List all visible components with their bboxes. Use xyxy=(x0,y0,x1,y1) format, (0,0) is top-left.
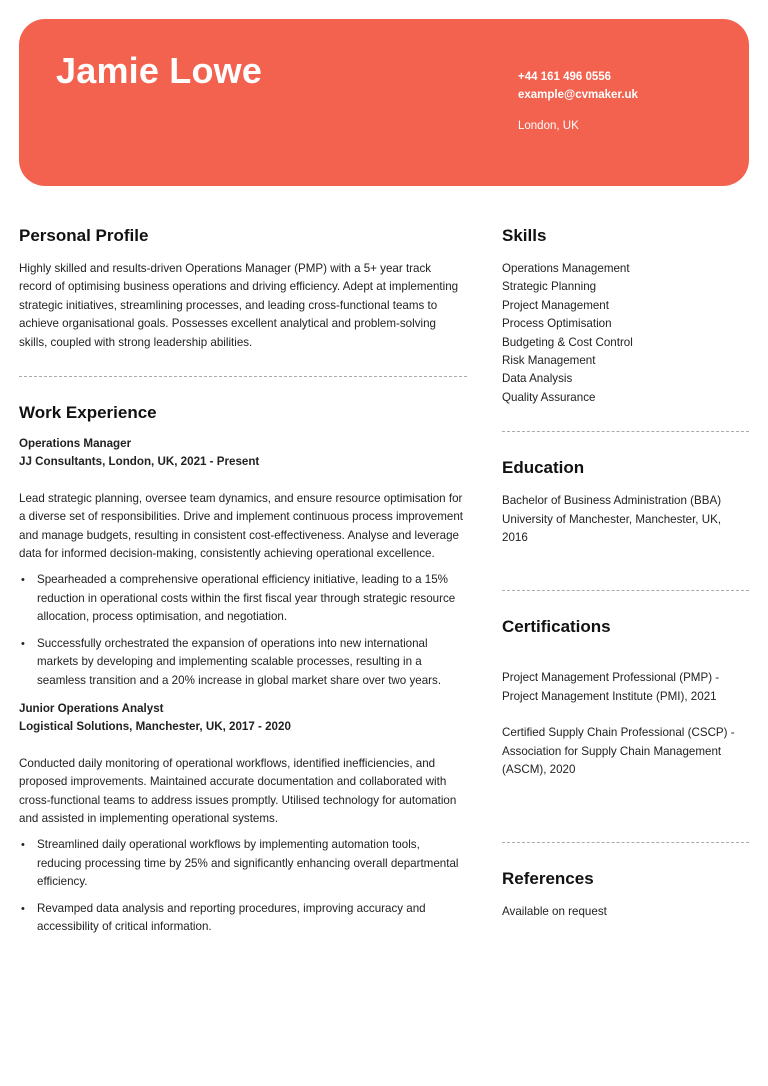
skill-item: Budgeting & Cost Control xyxy=(502,335,633,349)
education-heading: Education xyxy=(502,458,585,478)
phone-number: +44 161 496 0556 xyxy=(518,71,612,83)
skill-item: Project Management xyxy=(502,298,609,312)
school: University of Manchester, Manchester, UK, xyxy=(502,512,722,526)
divider xyxy=(19,376,467,377)
job-achievements xyxy=(19,571,467,689)
contact-info xyxy=(518,69,638,136)
skill-item: Quality Assurance xyxy=(502,390,596,404)
certification-line: Project Management Institute (PMI), 2021 xyxy=(502,689,717,703)
degree: Bachelor of Business Administration (BBA) xyxy=(502,494,722,508)
references-text: Available on request xyxy=(502,904,607,918)
achievement-item: • Spearheaded a comprehensive operational efficiency initiative, leading to a 15% reduction in operational costs within the first fiscal year through strategic resource allocation, process optimisation, and negotiation. xyxy=(19,571,467,626)
location: London, UK xyxy=(518,120,579,132)
skill-item: Data Analysis xyxy=(502,372,573,386)
certification-line: Association for Supply Chain Management xyxy=(502,744,722,758)
header-banner xyxy=(19,19,749,186)
skill-item: Operations Management xyxy=(502,262,630,275)
divider xyxy=(502,842,749,843)
references-section xyxy=(502,867,749,921)
skill-item: Process Optimisation xyxy=(502,317,612,331)
certification-line: (ASCM), 2020 xyxy=(502,763,576,777)
right-column xyxy=(502,224,749,921)
education-section xyxy=(502,456,749,547)
achievement-item: • Streamlined daily operational workflows by implementing automation tools, reducing processing time by 25% and significantly enhancing overall departmental efficiency. xyxy=(19,836,467,891)
job-description: Lead strategic planning, oversee team dynamics, and ensure resource optimisation for a diverse set of responsibilities. Drive and implement continuous process improvement and manage budgets, resulting in consistent cost-effectiveness. Analyse and leverage data for informed decision-making, consistently achieving operational excellence. xyxy=(19,491,463,561)
job-entry xyxy=(19,435,467,690)
profile-section xyxy=(19,224,467,352)
certification-entry xyxy=(502,724,749,779)
job-company: JJ Consultants, London, UK, 2021 - Present xyxy=(19,455,260,469)
certification-line: Project Management Professional (PMP) - xyxy=(502,671,720,685)
job-title: Operations Manager xyxy=(19,437,132,451)
divider xyxy=(502,590,749,591)
skill-item: Strategic Planning xyxy=(502,280,597,294)
candidate-name: Jamie Lowe xyxy=(56,50,263,91)
skills-list xyxy=(502,260,749,407)
experience-section xyxy=(19,401,467,936)
skill-item: Risk Management xyxy=(502,354,596,368)
divider xyxy=(502,431,749,432)
education-entry xyxy=(502,492,749,547)
experience-heading: Work Experience xyxy=(19,403,157,423)
certifications-heading: Certifications xyxy=(502,617,611,637)
profile-text: Highly skilled and results-driven Operations Manager (PMP) with a 5+ year track record of optimising business operations and driving efficiency. Adept at implementing strategic initiatives, streamlining processes, and leading cross-functional teams to achieve organisational goals. Possesses excellent analytical and problem-solving skills, coupled with strong leadership abilities. xyxy=(19,262,459,349)
email-address: example@cvmaker.uk xyxy=(518,88,638,101)
left-column xyxy=(19,224,467,944)
job-achievements xyxy=(19,836,467,936)
profile-heading: Personal Profile xyxy=(19,226,149,245)
graduation-year: 2016 xyxy=(502,531,528,545)
job-company: Logistical Solutions, Manchester, UK, 2017 - 2020 xyxy=(19,720,291,734)
job-entry xyxy=(19,700,467,936)
achievement-item: • Revamped data analysis and reporting procedures, improving accuracy and accessibility of critical information. xyxy=(19,900,467,937)
certification-line: Certified Supply Chain Professional (CSCP) - xyxy=(502,726,735,740)
skills-heading: Skills xyxy=(502,226,547,245)
certification-entry xyxy=(502,669,749,706)
skills-section xyxy=(502,224,749,407)
job-title: Junior Operations Analyst xyxy=(19,701,164,715)
references-heading: References xyxy=(502,868,594,888)
job-description: Conducted daily monitoring of operational workflows, identified inefficiencies, and proposed improvements. Maintained accurate documentation and collaborated with cross-functional teams to address issues promptly. Utilised technology for automation and assisted in implementing operational systems. xyxy=(19,756,457,825)
achievement-item: • Successfully orchestrated the expansion of operations into new international markets by developing and implementing scalable processes, resulting in a seamless transition and a 20% increase in global market share over two years. xyxy=(19,635,467,690)
certifications-section xyxy=(502,615,749,779)
